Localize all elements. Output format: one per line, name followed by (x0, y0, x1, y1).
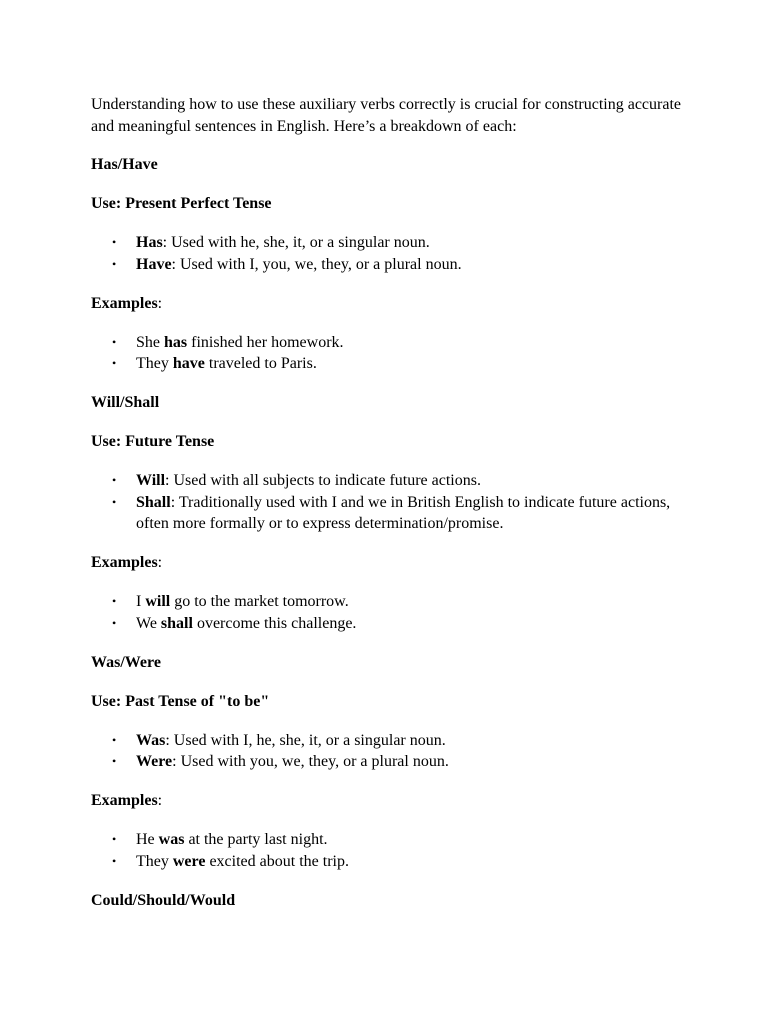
rule-term: Has (136, 234, 163, 251)
bullet-icon: • (112, 334, 117, 349)
section-use: Use: Past Tense of "to be" (91, 692, 270, 710)
rule-text: : Used with all subjects to indicate future actions. (165, 472, 481, 489)
section-heading: Will/Shall (91, 394, 160, 411)
section-use: Use: Future Tense (91, 433, 215, 450)
bullet-icon: • (112, 235, 117, 249)
rule-text: : Used with you, we, they, or a plural noun. (172, 753, 449, 770)
rule-text: : Used with I, you, we, they, or a plural noun. (171, 255, 462, 273)
bullet-icon: • (112, 615, 117, 630)
list-item: • They have traveled to Paris. (91, 353, 691, 375)
example-verb: has (164, 333, 188, 351)
section-use: Use: Present Perfect Tense (91, 195, 272, 212)
section-heading: Was/Were (91, 653, 161, 671)
intro-paragraph: Understanding how to use these auxiliary verbs correctly is crucial for constructing accurate and meaningful sentences in English. Here’s a breakdown of each: (91, 96, 682, 135)
rule-text: : Used with he, she, it, or a singular noun. (162, 234, 430, 251)
rule-term: Shall (136, 493, 171, 511)
bullet-icon: • (112, 754, 117, 768)
rules-list (91, 730, 691, 773)
rule-term: Was (136, 731, 166, 749)
list-item: • We shall overcome this challenge. (91, 613, 691, 635)
section-was-were (91, 652, 691, 873)
example-verb: will (145, 593, 171, 610)
list-item (91, 751, 691, 773)
example-verb: have (172, 355, 205, 372)
bullet-icon: • (112, 494, 117, 509)
section-heading: Could/Should/Would (91, 891, 236, 909)
examples-label: Examples: (91, 792, 163, 809)
example-verb: shall (160, 614, 193, 632)
rule-term: Will (136, 472, 166, 489)
list-item (91, 470, 691, 492)
bullet-icon: • (112, 473, 117, 487)
bullet-icon: • (112, 356, 117, 370)
rule-term: Were (136, 753, 173, 770)
examples-list (91, 591, 691, 634)
section-could-should-would (91, 890, 691, 912)
examples-list (91, 332, 691, 375)
document-page (91, 94, 691, 929)
list-item (91, 232, 691, 254)
examples-label: Examples: (91, 554, 163, 571)
list-item (91, 492, 691, 535)
section-heading: Has/Have (91, 156, 158, 173)
rule-term: Have (136, 255, 172, 273)
examples-label: Examples: (91, 294, 163, 312)
bullet-icon: • (112, 732, 117, 747)
example-verb: was (158, 831, 185, 848)
bullet-icon: • (112, 594, 117, 608)
examples-list (91, 829, 691, 872)
bullet-icon: • (112, 853, 117, 868)
list-item (91, 730, 691, 752)
list-item: • He was at the party last night. (91, 829, 691, 851)
bullet-icon: • (112, 832, 117, 846)
section-will-shall (91, 392, 691, 634)
rules-list (91, 232, 691, 275)
section-has-have (91, 154, 691, 375)
list-item: • She has finished her homework. (91, 332, 691, 354)
list-item (91, 254, 691, 276)
list-item: • I will go to the market tomorrow. (91, 591, 691, 613)
rule-text: : Used with I, he, she, it, or a singular noun. (165, 731, 446, 749)
example-verb: were (172, 852, 206, 870)
rule-text: : Traditionally used with I and we in British English to indicate future actions, often more formally or to express determination/promise. (136, 493, 671, 532)
rules-list (91, 470, 691, 535)
bullet-icon: • (112, 256, 117, 271)
list-item: • They were excited about the trip. (91, 851, 691, 873)
